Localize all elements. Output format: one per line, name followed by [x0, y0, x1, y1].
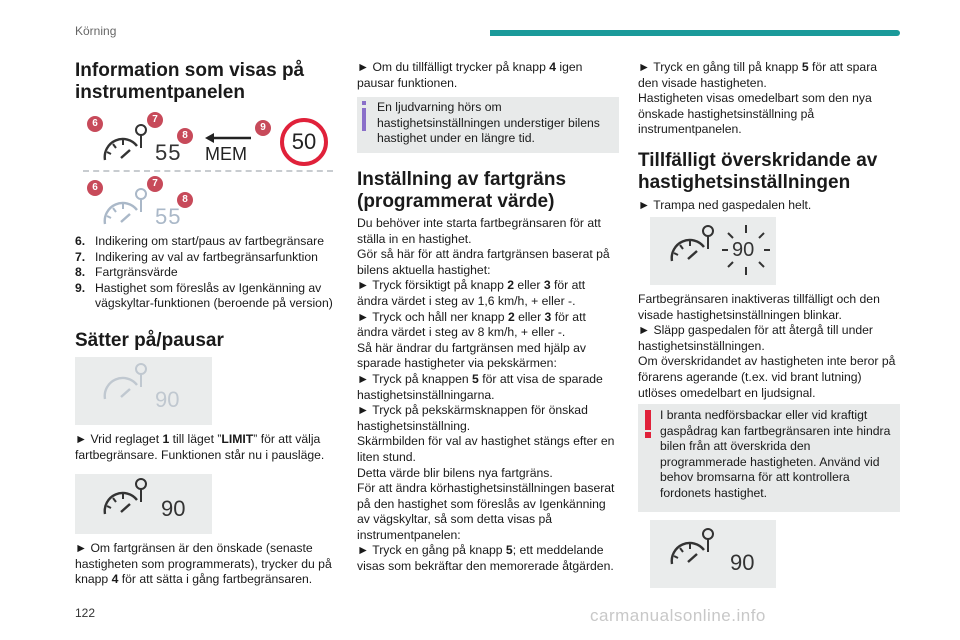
- list-item: 7. Indikering av val av fartbegränsarfunktion: [75, 249, 318, 264]
- speedometer-inactive-icon: [97, 186, 157, 236]
- legend-list: [75, 234, 337, 312]
- divider-dashed: [83, 170, 333, 172]
- warning-note: [638, 404, 900, 512]
- figure-blinking: [650, 217, 776, 285]
- speed-value-inactive: 55: [155, 204, 182, 229]
- info-icon: [361, 101, 367, 131]
- warning-icon: [644, 410, 652, 438]
- list-item: 8. Fartgränsvärde: [75, 265, 178, 280]
- info-note: [357, 97, 619, 153]
- callout-badge-8b: 8: [177, 192, 193, 208]
- callout-badge-7b: 7: [147, 176, 163, 192]
- speed-limit-sign: 50: [280, 118, 328, 166]
- speedometer-icon: [664, 526, 724, 576]
- figure-active: [75, 474, 212, 534]
- paragraph: ► Om fartgränsen är den önskade (senaste hastigheten som programmerats), trycker du på knapp 4 för att sätta i gång fartbegränsaren.: [75, 541, 332, 587]
- list-item: 6. Indikering om start/paus av fartbegränsare: [75, 234, 324, 248]
- text-block: Du behöver inte starta fartbegränsaren för att ställa in en hastighet. Gör så här för att ändra fartgränsen baserat på bilens aktuella hastighet: ► Tryck försiktigt på knapp 2 eller 3 för att ändra värdet i steg av 1,6 km/h, + eller -. ► Tryck och håll ner knapp 2 eller 3 för att ändra värdet i steg av 8 km/h, + eller -. Så här ändrar du fartgränsen med hjälp av sparade hastigheter via pekskärmen: ► Tryck på knappen 5 för att visa de sparade hastighetsinställningarna. ► Tryck på pekskärmsknappen för önskad hastighetsinställning. Skärmbilden för val av hastighet stängs efter en liten stund. Detta värde blir bilens nya fartgräns. För att ändra körhastighetsinställningen baserat på den hastighet som föreslås av Igenkänning av vägskyltar, så som detta visas på instrumentpanelen: ► Tryck en gång på knapp 5; ett meddelande visas som bekräftar den memorerade åtgärden.: [357, 216, 615, 574]
- speedometer-icon: [97, 122, 157, 172]
- mem-label: MEM: [205, 144, 247, 164]
- section-heading-set-limit: Inställning av fartgräns (programmerat värde): [357, 169, 567, 212]
- figure-paused: [75, 357, 212, 425]
- section-heading-instrument: Information som visas på instrumentpanelen: [75, 60, 305, 103]
- section-heading-override: Tillfälligt överskridande av hastighetsinställningen: [638, 150, 878, 193]
- speedometer-icon: [97, 476, 157, 526]
- speed-value: 90: [161, 496, 186, 521]
- header-accent-bar: [490, 30, 900, 36]
- page-number: 122: [75, 606, 96, 620]
- speed-value-active: 55: [155, 140, 182, 165]
- paragraph: ► Om du tillfälligt trycker på knapp 4 igen pausar funktionen.: [357, 60, 583, 90]
- section-title-header: Körning: [75, 24, 117, 38]
- callout-badge-9: 9: [255, 120, 271, 136]
- list-item: 9. Hastighet som föreslås av Igenkänning av vägskyltar-funktionen (beroende på version): [75, 280, 333, 311]
- arrow-left-icon: [205, 132, 251, 144]
- warning-text: I branta nedförsbackar eller vid kraftigt gaspådrag kan fartbegränsaren inte hindra bilen från att överskrida den programmerade hastigheten. Använd vid behov bromsarna för att kontrollera fordonets hastighet.: [660, 408, 891, 500]
- speed-value: 90: [730, 550, 755, 575]
- watermark: carmanualsonline.info: [590, 606, 766, 625]
- callout-badge-7: 7: [147, 112, 163, 128]
- speedometer-icon: [664, 223, 724, 273]
- callout-badge-8: 8: [177, 128, 193, 144]
- info-text: En ljudvarning hörs om hastighetsinställningen understiger bilens hastighet under en längre tid.: [377, 100, 600, 146]
- text-block: Fartbegränsaren inaktiveras tillfälligt och den visade hastighetsinställningen blinkar. ► Släpp gaspedalen för att återgå till under hastighetsinställningen. Om överskridandet av hastigheten inte beror på förarens agerande (t.ex. vid brant lutning) utlöses omedelbart en ljudsignal.: [638, 292, 896, 400]
- paragraph: ► Trampa ned gaspedalen helt.: [638, 198, 812, 212]
- instrument-figure: [75, 110, 335, 229]
- text-block: ► Tryck en gång till på knapp 5 för att spara den visade hastigheten. Hastigheten visas omedelbart som den nya önskade hastighetsinställning på instrumentpanelen.: [638, 60, 878, 137]
- speed-value: 90: [732, 239, 755, 261]
- speed-value: 90: [155, 387, 180, 412]
- section-heading-start-pause: Sätter på/pausar: [75, 330, 224, 351]
- callout-badge-6: 6: [87, 116, 103, 132]
- paragraph: ► Vrid reglaget 1 till läget ”LIMIT” för att välja fartbegränsare. Funktionen står nu i pausläge.: [75, 432, 325, 462]
- figure-active: [650, 520, 776, 588]
- callout-badge-6b: 6: [87, 180, 103, 196]
- speedometer-inactive-icon: [97, 361, 157, 411]
